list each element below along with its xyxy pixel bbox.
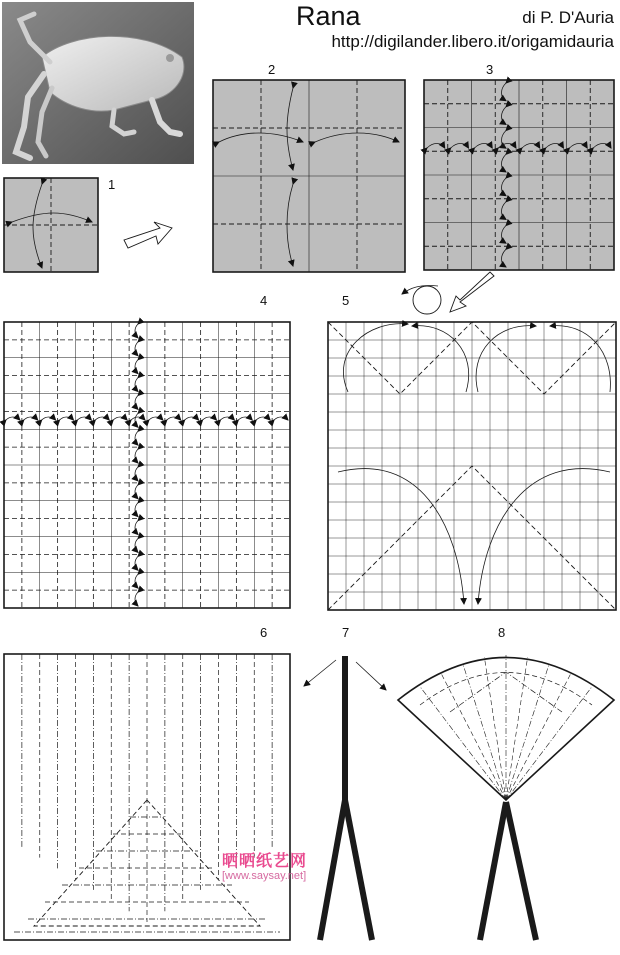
step-number-2: 2 — [268, 62, 276, 77]
fold-arrow — [304, 660, 336, 686]
step-number-5: 5 — [342, 293, 350, 308]
step-number-1: 1 — [108, 177, 116, 192]
watermark-logo: 晒晒纸艺网 — [222, 853, 308, 870]
leg-left — [320, 656, 345, 940]
step-number-3: 3 — [486, 62, 494, 77]
step-6-square — [4, 654, 290, 940]
step-2-square — [213, 80, 405, 272]
leg-right — [506, 802, 536, 940]
step-number-4: 4 — [260, 293, 268, 308]
step-8-fan — [398, 655, 614, 940]
author-url[interactable]: http://digilander.libero.it/origamidauria — [331, 32, 614, 51]
paper-square — [4, 178, 98, 272]
step-5-square — [328, 322, 616, 610]
step-number-6: 6 — [260, 625, 268, 640]
fold-arrow — [356, 662, 386, 690]
diagram-title: Rana — [296, 1, 361, 31]
author-credit: di P. D'Auria — [522, 8, 614, 27]
watermark-url: [www.saysay.net] — [222, 870, 307, 882]
step-number-8: 8 — [498, 625, 506, 640]
step-7-legs — [304, 656, 386, 940]
hollow-arrow — [450, 272, 494, 312]
leg-right — [345, 800, 372, 940]
turn-over-symbol — [413, 286, 441, 314]
step-number-7: 7 — [342, 625, 350, 640]
step-1-square — [4, 178, 98, 272]
hollow-arrow — [124, 222, 172, 248]
leg-left — [480, 802, 506, 940]
step-3-square — [424, 80, 614, 270]
step-4-square — [4, 322, 290, 608]
